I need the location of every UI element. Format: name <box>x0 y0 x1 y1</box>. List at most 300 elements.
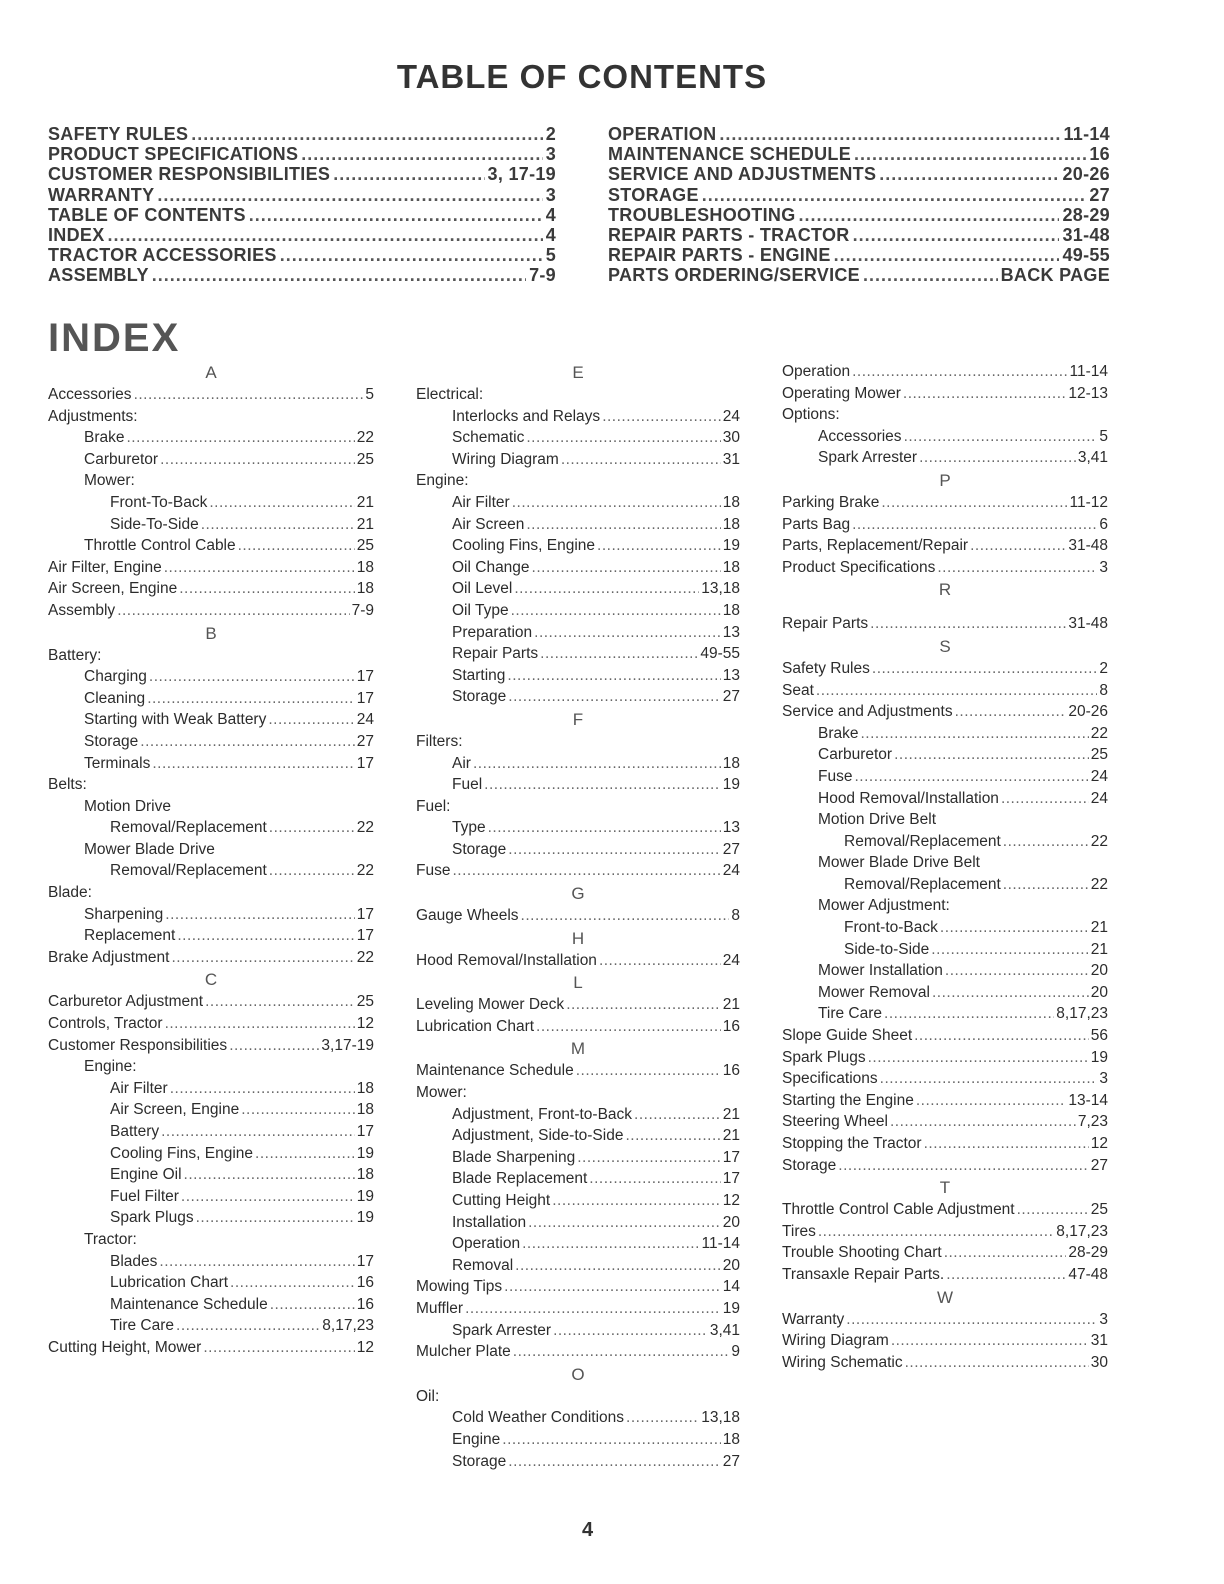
index-entry-label: Carburetor Adjustment <box>48 993 204 1011</box>
index-entry-label: Mower Blade Drive Belt <box>818 854 980 872</box>
dot-leader <box>488 819 721 837</box>
toc-entry[interactable] <box>48 225 556 245</box>
index-entry-label: Starting the Engine <box>782 1091 914 1109</box>
index-entry <box>782 449 1108 471</box>
page-number: 4 <box>581 1519 594 1541</box>
index-entry <box>48 690 374 712</box>
dot-leader <box>946 1266 1066 1284</box>
index-entry <box>48 819 374 841</box>
toc-entry[interactable] <box>48 245 556 265</box>
dot-leader <box>514 580 699 598</box>
index-entry <box>782 1201 1108 1223</box>
index-entry-label: Controls, Tractor <box>48 1015 163 1033</box>
index-entry-page: 21 <box>722 1127 740 1145</box>
index-entry-label: Spark Plugs <box>110 1209 194 1227</box>
index-entry-page: 25 <box>356 993 374 1011</box>
index-letter-heading: G <box>571 884 585 904</box>
index-entry-page: 12 <box>722 1192 740 1209</box>
dot-leader <box>508 841 720 859</box>
index-letter-heading: O <box>571 1364 585 1384</box>
index-entry-label: Preparation <box>452 623 533 641</box>
index-entry-page: 12 <box>356 1338 374 1356</box>
index-entry <box>416 1127 740 1149</box>
index-entry-label: Cleaning <box>84 689 146 707</box>
index-entry-label: Parts, Replacement/Repair <box>782 537 969 555</box>
dot-leader <box>919 449 1076 467</box>
toc-right-column <box>608 124 1110 286</box>
index-entry-label: Cooling Fins, Engine <box>110 1144 254 1162</box>
index-entry-page: 27 <box>356 732 374 750</box>
dot-leader <box>473 755 721 773</box>
dot-leader <box>931 941 1088 959</box>
index-entry-label: Removal/Replacement <box>844 832 1001 850</box>
index-entry-page: 21 <box>722 996 740 1014</box>
index-entry <box>48 841 374 863</box>
index-entry <box>782 1311 1108 1333</box>
dot-leader <box>834 245 1060 266</box>
index-entry-label: Mower Blade Drive <box>84 840 215 858</box>
toc-entry-label: INDEX <box>48 224 105 245</box>
index-entry-label: Throttle Control Cable Adjustment <box>782 1201 1015 1219</box>
index-entry-page: 18 <box>722 601 740 619</box>
index-entry <box>782 768 1108 790</box>
toc-entry[interactable] <box>608 124 1110 144</box>
index-entry <box>782 746 1108 768</box>
dot-leader <box>165 906 354 924</box>
index-entry-page: 8,17,23 <box>1056 1222 1108 1240</box>
toc-entry[interactable] <box>48 205 556 225</box>
index-entry-label: Assembly <box>48 601 116 619</box>
index-entry-label: Side-to-Side <box>844 940 930 958</box>
dot-leader <box>854 768 1088 786</box>
dot-leader <box>526 516 720 534</box>
index-entry <box>782 428 1108 450</box>
index-letter-heading: B <box>205 623 217 643</box>
index-entry-page: 24 <box>1090 767 1108 785</box>
index-entry <box>48 668 374 690</box>
toc-entry[interactable] <box>608 185 1110 205</box>
index-entry-page: 3 <box>1099 1070 1108 1088</box>
index-entry-label: Schematic <box>452 429 525 447</box>
index-entry-page: 16 <box>722 1062 740 1080</box>
index-entry <box>416 516 740 538</box>
index-letter-heading: P <box>939 470 951 490</box>
index-entry-page: 47-48 <box>1068 1265 1108 1283</box>
index-entry <box>48 451 374 473</box>
dot-leader <box>140 733 354 751</box>
index-entry-label: Engine: <box>84 1058 137 1076</box>
index-entry-label: Battery <box>110 1123 160 1140</box>
index-entry <box>416 602 740 624</box>
index-entry <box>416 1453 740 1475</box>
index-entry-page: 12 <box>1090 1135 1108 1152</box>
index-entry <box>416 408 740 430</box>
index-entry-page: 13 <box>722 623 740 641</box>
toc-entry-page: 28-29 <box>1062 204 1110 225</box>
index-entry-page: 20 <box>1090 962 1108 980</box>
index-entry <box>416 580 740 602</box>
index-entry <box>48 516 374 538</box>
index-entry-page: 19 <box>356 1187 374 1205</box>
index-entry-label: Carburetor <box>84 450 159 468</box>
index-entry-page: 21 <box>1090 919 1108 937</box>
index-entry-page: 25 <box>1090 746 1108 764</box>
index-entry-page: 31 <box>722 450 740 468</box>
dot-leader <box>589 1170 720 1188</box>
index-entry <box>782 811 1108 833</box>
dot-leader <box>561 451 721 469</box>
index-entry-page: 27 <box>722 1452 740 1470</box>
index-entry <box>48 1231 374 1253</box>
index-entry-label: Oil Type <box>452 601 509 619</box>
dot-leader <box>1003 876 1089 894</box>
dot-leader <box>955 703 1067 721</box>
index-entry-page: 7-9 <box>351 601 374 619</box>
toc-entry-page: 5 <box>545 245 556 266</box>
dot-leader <box>932 984 1089 1002</box>
index-entry-label: Storage <box>452 1452 507 1470</box>
index-entry <box>48 1145 374 1167</box>
toc-entry-page: 4 <box>545 224 556 245</box>
index-entry-label: Cooling Fins, Engine <box>452 537 596 555</box>
dot-leader <box>540 645 698 663</box>
index-entry-page: 11-14 <box>701 1235 740 1253</box>
index-entry <box>416 841 740 863</box>
index-entry <box>416 819 740 841</box>
index-letter-heading: M <box>570 1039 586 1059</box>
toc-entry[interactable] <box>608 245 1110 265</box>
index-entry-label: Transaxle Repair Parts. <box>782 1265 945 1283</box>
index-entry-label: Muffler <box>416 1299 464 1317</box>
index-letter-heading: C <box>204 970 218 990</box>
toc-entry[interactable] <box>608 265 1110 285</box>
toc-entry-label: ASSEMBLY <box>48 265 149 286</box>
index-entry <box>48 1037 374 1059</box>
toc-entry-label: TABLE OF CONTENTS <box>48 204 246 225</box>
index-entry <box>416 798 740 820</box>
index-entry-label: Operating Mower <box>782 384 901 402</box>
index-entry-label: Tractor: <box>84 1230 137 1248</box>
dot-leader <box>944 1244 1067 1262</box>
index-entry-label: Spark Arrester <box>452 1321 552 1339</box>
toc-entry[interactable] <box>608 225 1110 245</box>
index-entry-label: Lubrication Chart <box>110 1274 229 1292</box>
dot-leader <box>838 1157 1088 1175</box>
index-entry-page: 8,17,23 <box>1056 1005 1108 1023</box>
dot-leader <box>159 1253 354 1271</box>
index-entry-page: 19 <box>356 1144 374 1162</box>
index-entry-page: 24 <box>722 862 740 880</box>
index-entry <box>416 1214 740 1236</box>
index-entry-page: 20 <box>722 1256 740 1274</box>
index-entry-label: Wiring Schematic <box>782 1353 903 1371</box>
dot-leader <box>625 1127 720 1145</box>
dot-leader <box>816 682 1097 700</box>
index-letter-heading: W <box>936 1287 954 1307</box>
index-entry <box>48 494 374 516</box>
dot-leader <box>872 660 1097 678</box>
index-entry-page: 17 <box>356 668 374 686</box>
index-entry <box>48 537 374 559</box>
toc-entry[interactable] <box>48 164 556 184</box>
index-entry <box>416 1149 740 1171</box>
toc-entry-label: SAFETY RULES <box>48 124 189 144</box>
index-entry-label: Electrical: <box>416 386 484 403</box>
index-entry <box>782 385 1108 407</box>
dot-leader <box>230 1274 355 1292</box>
index-entry <box>48 927 374 949</box>
index-entry-label: Accessories <box>48 386 132 403</box>
dot-leader <box>884 1005 1054 1023</box>
index-entry-page: 49-55 <box>700 645 740 663</box>
index-entry-label: Spark Plugs <box>782 1048 866 1066</box>
index-entry <box>416 1257 740 1279</box>
index-letter-heading: F <box>572 709 584 729</box>
dot-leader <box>552 1192 721 1210</box>
index-entry <box>782 1332 1108 1354</box>
index-entry-page: 20 <box>1090 983 1108 1001</box>
dot-leader <box>1001 790 1089 808</box>
index-entry-page: 19 <box>722 1299 740 1317</box>
index-entry-page: 22 <box>356 819 374 837</box>
dot-leader <box>161 1123 355 1141</box>
index-column-1 <box>48 363 374 1361</box>
toc-entry-label: WARRANTY <box>48 184 155 205</box>
index-entry-label: Air Screen, Engine <box>110 1101 240 1119</box>
dot-leader <box>201 516 355 534</box>
index-entry-label: Fuse <box>818 767 853 785</box>
index-entry <box>782 537 1108 559</box>
index-entry-label: Parking Brake <box>782 493 880 511</box>
index-entry <box>416 1106 740 1128</box>
toc-entry[interactable] <box>48 185 556 205</box>
dot-leader <box>196 1209 355 1227</box>
index-entry-label: Storage <box>84 732 139 750</box>
index-entry-page: 18 <box>356 1101 374 1119</box>
index-entry-label: Operation <box>782 363 851 380</box>
index-entry-label: Adjustment, Side-to-Side <box>452 1127 624 1145</box>
index-entry <box>782 790 1108 812</box>
index-entry <box>416 1322 740 1344</box>
index-entry-page: 13,18 <box>701 1409 740 1427</box>
index-entry-label: Slope Guide Sheet <box>782 1027 913 1045</box>
index-entry-label: Storage <box>452 840 507 858</box>
index-entry <box>416 996 740 1018</box>
index-entry-label: Product Specifications <box>782 558 936 576</box>
index-entry <box>416 907 740 929</box>
index-entry-label: Mower: <box>84 472 135 490</box>
toc-entry[interactable] <box>608 205 1110 225</box>
toc-entry[interactable] <box>608 144 1110 164</box>
index-entry <box>416 386 740 408</box>
index-entry-page: 20 <box>722 1213 740 1231</box>
index-entry-label: Terminals <box>84 754 151 772</box>
index-letter-heading: A <box>205 363 217 382</box>
index-entry-page: 3,41 <box>709 1321 740 1339</box>
dot-leader <box>602 408 721 426</box>
dot-leader <box>465 1300 721 1318</box>
index-entry <box>782 1223 1108 1245</box>
index-entry-page: 9 <box>731 1343 740 1361</box>
toc-entry-page: 49-55 <box>1062 245 1110 266</box>
index-entry <box>48 1166 374 1188</box>
index-entry-label: Starting with Weak Battery <box>84 711 267 729</box>
toc-entry-label: STORAGE <box>608 184 699 205</box>
index-entry <box>48 580 374 602</box>
index-entry-page: 18 <box>722 1430 740 1448</box>
index-entry-label: Lubrication Chart <box>416 1017 535 1035</box>
index-column-2 <box>416 363 740 1474</box>
index-entry <box>48 1339 374 1361</box>
index-entry-page: 18 <box>722 558 740 576</box>
index-entry-label: Hood Removal/Installation <box>416 951 597 969</box>
index-entry-page: 22 <box>1090 724 1108 742</box>
index-entry <box>782 682 1108 704</box>
dot-leader <box>269 862 355 880</box>
index-entry <box>416 1343 740 1365</box>
toc-title: TABLE OF CONTENTS <box>396 58 768 95</box>
index-entry <box>416 645 740 667</box>
index-entry-label: Parts Bag <box>782 515 851 533</box>
dot-leader <box>599 952 721 970</box>
index-entry-label: Brake Adjustment <box>48 948 170 966</box>
index-entry <box>416 952 740 974</box>
index-entry-page: 17 <box>356 1252 374 1270</box>
index-letter-heading: L <box>573 973 583 993</box>
toc-entry-page: 31-48 <box>1062 224 1110 245</box>
index-entry-label: Engine Oil <box>110 1166 182 1184</box>
index-entry-label: Filters: <box>416 732 463 750</box>
toc-entry[interactable] <box>608 164 1110 184</box>
index-entry <box>48 776 374 798</box>
index-entry-page: 21 <box>356 493 374 511</box>
dot-leader <box>634 1106 721 1124</box>
dot-leader <box>134 386 364 404</box>
dot-leader <box>147 690 355 708</box>
index-entry <box>782 1049 1108 1071</box>
index-entry-page: 20-26 <box>1068 703 1108 721</box>
index-entry-page: 19 <box>356 1209 374 1227</box>
dot-leader <box>566 996 721 1014</box>
index-entry <box>782 660 1108 682</box>
toc-entry[interactable] <box>48 144 556 164</box>
index-entry-label: Blade: <box>48 884 92 902</box>
index-entry-page: 17 <box>356 1123 374 1140</box>
index-entry <box>48 472 374 494</box>
dot-leader <box>905 1354 1089 1372</box>
index-entry-label: Engine <box>452 1430 501 1448</box>
dot-leader <box>894 746 1089 764</box>
dot-leader <box>945 962 1089 980</box>
index-entry-page: 13,18 <box>701 580 740 598</box>
index-entry-label: Carburetor <box>818 746 893 764</box>
index-entry-label: Trouble Shooting Chart <box>782 1244 942 1262</box>
spacer <box>782 603 1108 615</box>
index-entry <box>416 559 740 581</box>
dot-leader <box>164 559 355 577</box>
index-entry-label: Wiring Diagram <box>782 1332 889 1350</box>
toc-entry[interactable] <box>48 265 556 285</box>
index-entry-page: 25 <box>1090 1201 1108 1219</box>
index-entry <box>48 408 374 430</box>
dot-leader <box>1003 833 1089 851</box>
toc-entry-label: PARTS ORDERING/SERVICE <box>608 265 860 286</box>
index-entry <box>48 602 374 624</box>
dot-leader <box>184 1166 355 1184</box>
index-entry <box>782 1092 1108 1114</box>
dot-leader <box>526 429 720 447</box>
dot-leader <box>854 144 1086 165</box>
index-entry-label: Side-To-Side <box>110 515 199 533</box>
dot-leader <box>280 245 543 266</box>
index-entry-label: Mower Installation <box>818 962 943 980</box>
dot-leader <box>1017 1201 1089 1219</box>
index-entry-label: Storage <box>452 688 507 706</box>
index-entry <box>416 733 740 755</box>
index-entry-label: Air Filter <box>110 1079 168 1097</box>
dot-leader <box>249 205 543 226</box>
dot-leader <box>890 1113 1076 1131</box>
index-entry-label: Mower Adjustment: <box>818 897 950 915</box>
index-letter-heading: R <box>938 580 952 600</box>
dot-leader <box>916 1092 1067 1110</box>
index-entry-page: 18 <box>356 558 374 576</box>
index-entry-page: 18 <box>356 580 374 598</box>
index-entry-label: Fuse <box>416 862 451 880</box>
index-entry <box>416 1062 740 1084</box>
index-entry <box>782 1244 1108 1266</box>
toc-entry-page: BACK PAGE <box>1000 265 1110 286</box>
dot-leader <box>170 1080 355 1098</box>
toc-entry-page: 16 <box>1089 144 1110 165</box>
index-entry-label: Options: <box>782 406 840 424</box>
dot-leader <box>880 1070 1098 1088</box>
toc-entry-page: 3 <box>545 184 556 205</box>
dot-leader <box>203 1339 354 1357</box>
index-entry <box>782 406 1108 428</box>
dot-leader <box>534 624 721 642</box>
dot-leader <box>914 1027 1089 1045</box>
index-entry <box>48 862 374 884</box>
index-entry <box>782 1135 1108 1157</box>
dot-leader <box>508 688 720 706</box>
dot-leader <box>452 862 720 880</box>
index-entry-label: Starting <box>452 666 506 684</box>
dot-leader <box>179 580 355 598</box>
index-letter-heading: T <box>939 1178 951 1198</box>
index-entry-page: 31-48 <box>1068 537 1108 555</box>
toc-entry-label: OPERATION <box>608 124 717 144</box>
index-entry-label: Sharpening <box>84 905 164 923</box>
index-entry <box>48 1101 374 1123</box>
index-entry-label: Service and Adjustments <box>782 703 953 721</box>
dot-leader <box>940 919 1089 937</box>
index-entry <box>782 1354 1108 1376</box>
dot-leader <box>160 451 355 469</box>
toc-entry-page: 2 <box>545 124 556 144</box>
index-entry <box>782 615 1108 637</box>
index-entry-label: Blade Replacement <box>452 1170 588 1188</box>
index-entry <box>48 993 374 1015</box>
dot-leader <box>553 1322 708 1340</box>
index-entry <box>416 862 740 884</box>
toc-entry-page: 20-26 <box>1062 164 1110 185</box>
index-entry <box>48 884 374 906</box>
index-entry <box>782 919 1108 941</box>
toc-entry[interactable] <box>48 124 556 144</box>
dot-leader <box>891 1332 1089 1350</box>
dot-leader <box>269 819 355 837</box>
